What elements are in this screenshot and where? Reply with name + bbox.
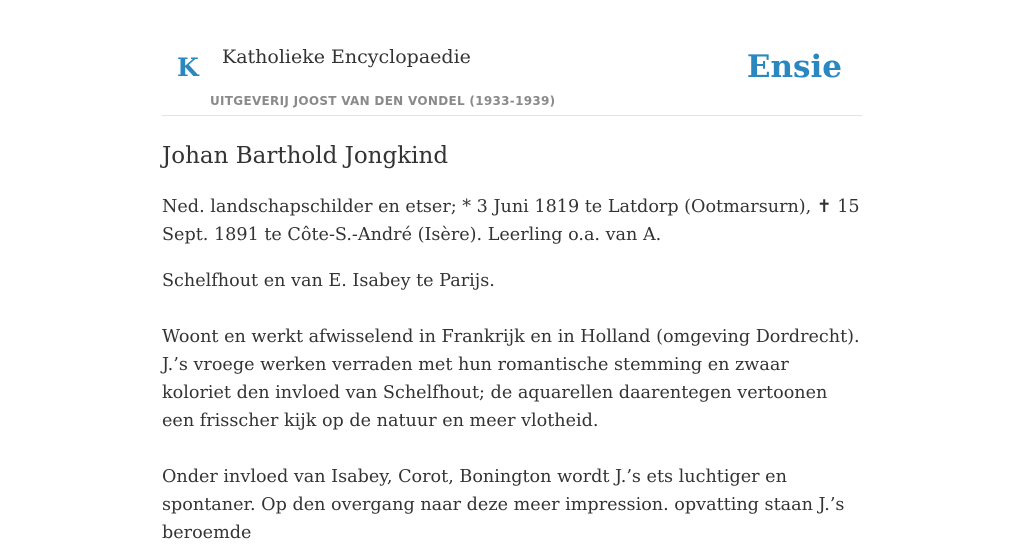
- article: [162, 141, 862, 547]
- site-title-link[interactable]: Katholieke Encyclopaedie: [222, 46, 471, 68]
- article-paragraph: Onder invloed van Isabey, Corot, Bonington wordt J.’s ets luchtiger en spontaner. Op den overgang naar deze meer impression. opvatting staan J.’s beroemde: [162, 467, 845, 543]
- site-header: [162, 0, 862, 116]
- article-paragraph: Schelfhout en van E. Isabey te Parijs.: [162, 271, 495, 291]
- article-paragraph: Woont en werkt afwisselend in Frankrijk en in Holland (omgeving Dordrecht). J.’s vroege werken verraden met hun romantische stemming en zwaar koloriet den invloed van Schelfhout; de aquarellen daarentegen vertoonen een frisscher kijk op de natuur en meer vlotheid.: [162, 327, 860, 431]
- article-title: Johan Barthold Jongkind: [162, 143, 449, 169]
- site-logo[interactable]: K: [177, 53, 199, 82]
- publisher-subtitle: UITGEVERIJ JOOST VAN DEN VONDEL (1933-1939): [210, 94, 556, 108]
- ensie-brand-logo[interactable]: Ensie: [746, 49, 842, 85]
- page-container: [162, 0, 862, 547]
- article-paragraph: Ned. landschapschilder en etser; * 3 Juni 1819 te Latdorp (Ootmarsurn), ✝ 15 Sept. 1891 te Côte-S.-André (Isère). Leerling o.a. van A.: [162, 197, 860, 245]
